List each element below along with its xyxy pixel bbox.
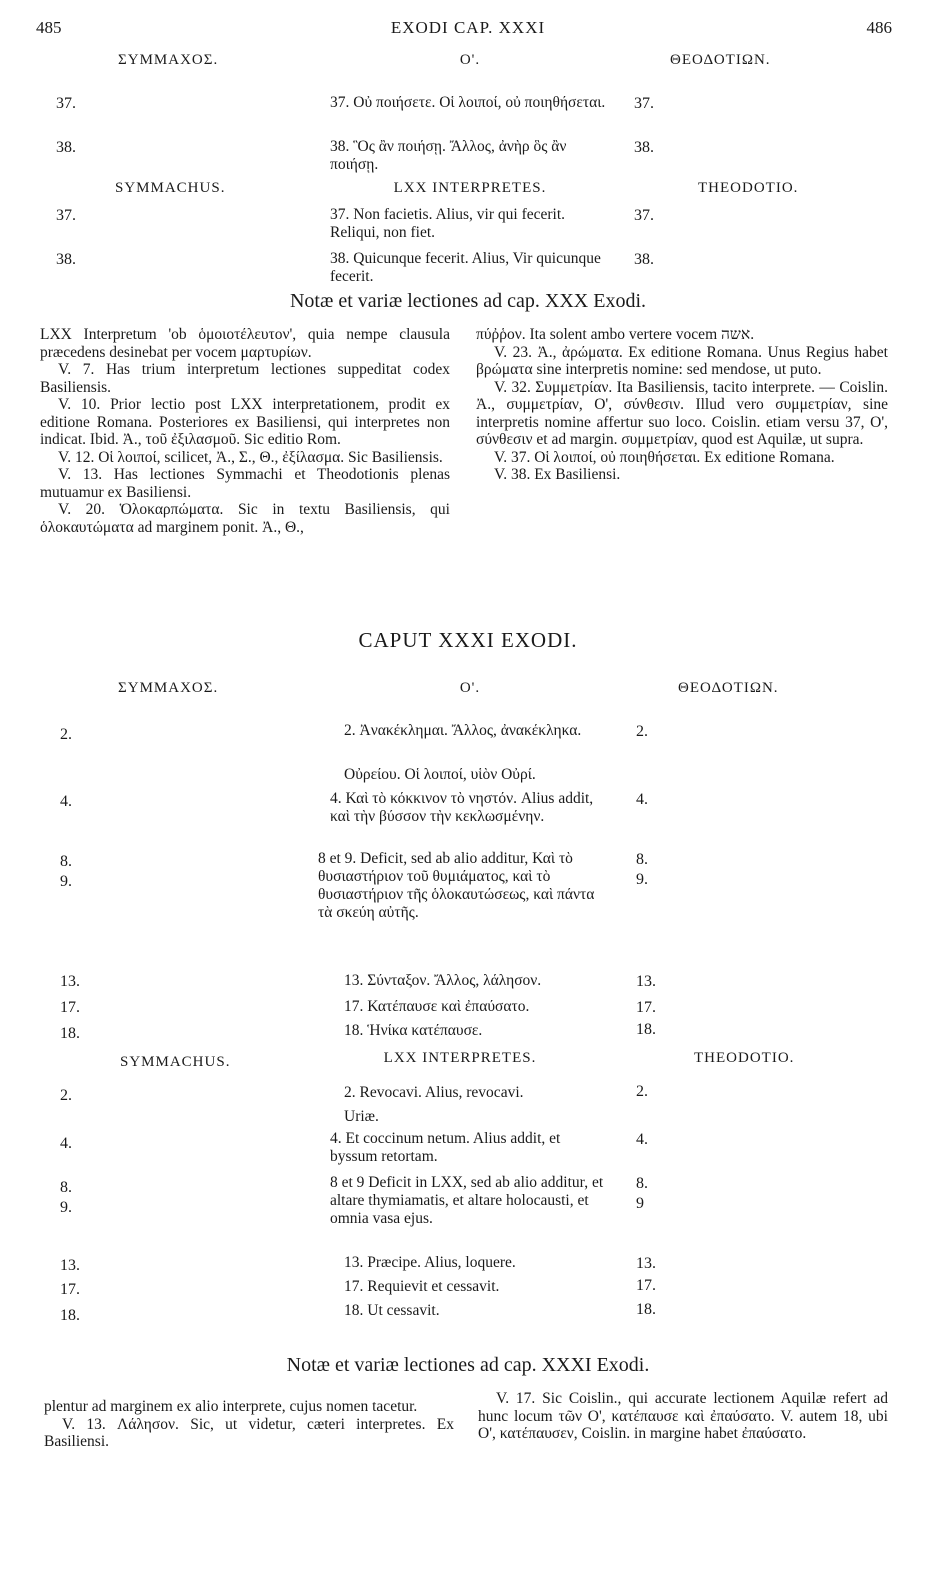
verse-text: 38. Quicunque fecerit. Alius, Vir quicunque fecerit. — [330, 250, 601, 285]
notes-column-right — [476, 326, 888, 484]
verse-number-right: 13. — [636, 1255, 656, 1272]
note-paragraph: V. 23. Ἀ., ἀρώματα. Ex editione Romana. Unus Regius habet βρώματα sine interpretis nomine: sed mendose, ut puto. — [476, 343, 888, 378]
verse-number-right: 37. — [634, 95, 654, 112]
verse-number-right: 8. 9 — [636, 1175, 648, 1212]
verse-text: 8 et 9 Deficit in LXX, sed ab alio additur, et altare thymiamatis, et altare holocausti, et omnia vasa ejus. — [330, 1174, 604, 1227]
chapter-title: CAPUT XXXI EXODI. — [358, 628, 578, 652]
col-head-theodotio-greek: ΘΕΟΔΟΤΙΩΝ. — [678, 680, 779, 696]
col-head-symmachus-latin: SYMMACHUS. — [115, 180, 226, 196]
verse-number-left: 38. — [56, 139, 76, 156]
verse-text: 2. Revocavi. Alius, revocavi. — [344, 1084, 524, 1101]
verse-number-right: 17. — [636, 1277, 656, 1294]
verse-number-right: 4. — [636, 1131, 648, 1148]
verse-number-left: 18. — [60, 1307, 80, 1324]
col-head-lxx-greek: Ο'. — [459, 52, 481, 68]
verse-text: 4. Et coccinum netum. Alius addit, et byssum retortam. — [330, 1130, 561, 1165]
verse-number-left: 17. — [60, 999, 80, 1016]
note-paragraph: V. 37. Οἱ λοιποί, οὐ ποιηθήσεται. Ex editione Romana. — [494, 448, 835, 466]
verse-number-right: 18. — [636, 1021, 656, 1038]
verse-number-right: 38. — [634, 251, 654, 268]
verse-number-right: 18. — [636, 1301, 656, 1318]
note-paragraph: V. 38. Ex Basiliensi. — [494, 466, 621, 483]
verse-number-right: 13. — [636, 973, 656, 990]
verse-number-right: 17. — [636, 999, 656, 1016]
col-head-theodotio-latin: THEODOTIO. — [698, 180, 799, 196]
notes-title: Notæ et variæ lectiones ad cap. XXX Exodi. — [289, 290, 647, 312]
verse-number-left: 37. — [56, 207, 76, 224]
verse-number-right: 2. — [636, 723, 648, 740]
notes-column-right — [478, 1390, 888, 1443]
running-title: EXODI CAP. XXXI — [390, 18, 546, 37]
col-head-lxx-greek: Ο'. — [459, 680, 481, 696]
verse-number-right: 38. — [634, 139, 654, 156]
col-head-symmachus-greek: ΣΥΜΜΑΧΟΣ. — [118, 52, 219, 68]
note-paragraph: πύῤῥον. Ita solent ambo vertere vocem אשה. — [476, 326, 755, 343]
note-paragraph: V. 32. Συμμετρίαν. Ita Basiliensis, tacito interprete. — Coislin. Ἀ., συμμετρίαν, Ο', σύνθεσιν. Illud vero συμμετρίαν, sine interpretis nomine affertur suo loco. Coislin. etiam versu 37, Ο', σύνθεσιν et ad margin. συμμετρίαν, quod est Aquilæ, ut supra. — [476, 378, 888, 448]
verse-number-left: 8. 9. — [60, 853, 72, 890]
verse-number-left: 8. 9. — [60, 1179, 72, 1216]
page-number-left: 485 — [36, 18, 62, 37]
note-paragraph: V. 13. Has lectiones Symmachi et Theodotionis plenas mutuamur ex Basiliensi. — [40, 466, 450, 501]
col-head-symmachus-latin: SYMMACHUS. — [120, 1054, 231, 1070]
col-head-lxx-latin: LXX INTERPRETES. — [383, 1050, 537, 1066]
verse-text: 37. Non facietis. Alius, vir qui fecerit. Reliqui, non fiet. — [330, 206, 566, 241]
col-head-theodotio-greek: ΘΕΟΔΟΤΙΩΝ. — [670, 52, 771, 68]
note-paragraph: V. 10. Prior lectio post LXX interpretationem, prodit ex editione Romana. Posteriores ex Basiliensi, qui interpretes non indicat. Ibid. Ἀ., τοῦ ἐξιλασμοῦ. Sic editio Rom. — [40, 396, 450, 448]
verse-number-left: 2. — [60, 726, 72, 743]
note-paragraph: LXX Interpretum 'ob ὁμοιοτέλευτον', quia nempe clausula præcedens desinebat per vocem μαρτυρίων. — [40, 326, 450, 361]
verse-number-right: 4. — [636, 791, 648, 808]
verse-text: 17. Κατέπαυσε καὶ ἐπαύσατο. — [344, 998, 530, 1015]
verse-text: 18. Ut cessavit. — [344, 1302, 440, 1319]
notes-title: Notæ et variæ lectiones ad cap. XXXI Exodi. — [286, 1354, 650, 1376]
verse-number-left: 18. — [60, 1025, 80, 1042]
verse-text: 37. Οὐ ποιήσετε. Οἱ λοιποί, οὐ ποιηθήσεται. — [330, 94, 606, 111]
verse-text: Οὐρείου. Οἱ λοιποί, υἱὸν Οὐρί. — [344, 766, 536, 783]
verse-text: Uriæ. — [344, 1108, 379, 1125]
verse-number-right: 37. — [634, 207, 654, 224]
verse-number-right: 8. 9. — [636, 851, 648, 888]
verse-number-left: 4. — [60, 793, 72, 810]
verse-number-left: 13. — [60, 973, 80, 990]
verse-number-right: 2. — [636, 1083, 648, 1100]
note-paragraph: V. 20. Ὁλοκαρπώματα. Sic in textu Basiliensis, qui ὁλοκαυτώματα ad marginem ponit. Ἀ., Θ., — [40, 501, 450, 536]
verse-text: 18. Ἡνίκα κατέπαυσε. — [344, 1022, 483, 1039]
verse-number-left: 13. — [60, 1257, 80, 1274]
verse-text: 4. Καὶ τὸ κόκκινον τὸ νηστόν. Alius addit, καὶ τὴν βύσσον τὴν κεκλωσμένην. — [330, 790, 594, 825]
verse-text: 8 et 9. Deficit, sed ab alio additur, Καὶ τὸ θυσιαστήριον τοῦ θυμιάματος, καὶ τὸ θυσιαστήριον τῆς ὁλοκαυτώσεως, καὶ πάντα τὰ σκεύη αὐτῆς. — [318, 850, 595, 921]
verse-number-left: 37. — [56, 95, 76, 112]
verse-text: 38. Ὃς ἂν ποιήσῃ. Ἄλλος, ἀνὴρ ὃς ἂν ποιήσῃ. — [330, 138, 567, 173]
notes-column-left — [44, 1398, 454, 1451]
verse-number-left: 4. — [60, 1135, 72, 1152]
verse-text: 13. Præcipe. Alius, loquere. — [344, 1254, 516, 1271]
note-paragraph: V. 12. Οἱ λοιποί, scilicet, Ἀ., Σ., Θ., ἐξίλασμα. Sic Basiliensis. — [58, 448, 443, 466]
verse-text: 13. Σύνταξον. Ἄλλος, λάλησον. — [344, 972, 542, 989]
page-number-right: 486 — [866, 18, 892, 37]
note-paragraph: plentur ad marginem ex alio interprete, cujus nomen tacetur. — [44, 1398, 418, 1415]
verse-number-left: 17. — [60, 1281, 80, 1298]
notes-column-left — [40, 326, 450, 536]
col-head-theodotio-latin: THEODOTIO. — [694, 1050, 795, 1066]
note-paragraph: V. 17. Sic Coislin., qui accurate lectionem Aquilæ refert ad hunc locum τῶν Ο', κατέπαυσε καὶ ἐπαύσατο. V. autem 18, ubi Ο', κατέπαυσεν, Coislin. in margine habet ἐπαύσατο. — [478, 1390, 888, 1442]
col-head-lxx-latin: LXX INTERPRETES. — [393, 180, 547, 196]
verse-number-left: 38. — [56, 251, 76, 268]
verse-text: 2. Ἀνακέκλημαι. Ἄλλος, ἀνακέκληκα. — [344, 722, 582, 739]
col-head-symmachus-greek: ΣΥΜΜΑΧΟΣ. — [118, 680, 219, 696]
note-paragraph: V. 7. Has trium interpretum lectiones suppeditat codex Basiliensis. — [40, 361, 450, 396]
verse-number-left: 2. — [60, 1087, 72, 1104]
verse-text: 17. Requievit et cessavit. — [344, 1278, 500, 1295]
note-paragraph: V. 13. Λάλησον. Sic, ut videtur, cæteri interpretes. Ex Basiliensi. — [44, 1415, 454, 1450]
